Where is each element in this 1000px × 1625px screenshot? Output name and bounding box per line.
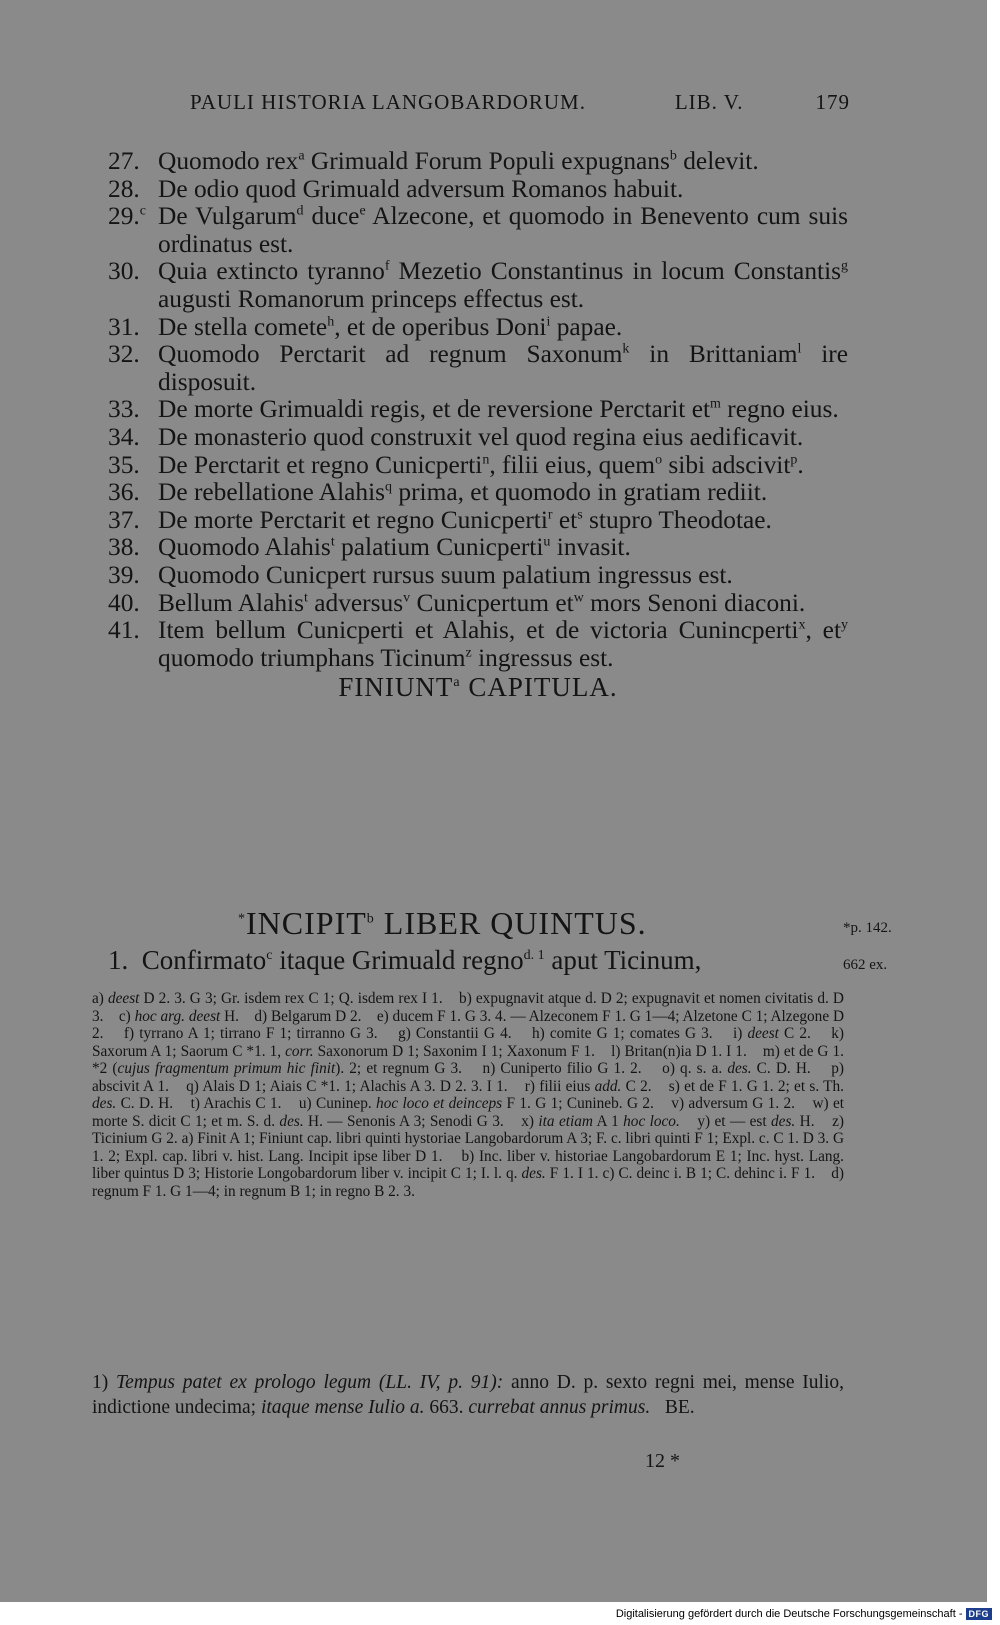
chapter-title: Quomodo Cunicpert rursus suum palatium ingressus est.: [158, 560, 733, 589]
chapter-number: 35.: [108, 450, 140, 479]
footnote: [92, 1370, 844, 1420]
chapter-number: 40.: [108, 588, 140, 617]
chapter-entry: [108, 424, 848, 452]
book-title: *INCIPIT$^b$ LIBER QUINTUS.: [238, 905, 647, 941]
chapter-number: 38.: [108, 533, 140, 562]
chapter-title: Item bellum Cunicperti et Alahis, et de victoria Cunincperti$^x$, $et^y$ quomodo triumphans Ticinum$^z$ ingressus est.: [158, 616, 848, 672]
chapter-title: De morte Grimualdi regis, et de reversione Perctarit $et^m$ regno eius.: [158, 395, 839, 424]
chapter-title: Bellum Alahis$^t$ adversus$^v$ Cunicpertum $et^w$ mors Senoni diaconi.: [158, 588, 806, 617]
chapter-title: Quia extincto tyranno$^f$ Mezetio Constantinus in locum Constantis$^g$ augusti Romanorum princeps effectus est.: [158, 257, 849, 313]
chapter-number: 32.: [108, 340, 140, 369]
chapter-list: [108, 148, 848, 702]
chapter-title: Quomodo Alahis$^t$ palatium Cunicperti$^u$ invasit.: [158, 533, 631, 562]
sheet-signature: 12 *: [645, 1450, 680, 1472]
chapter-number: 28.: [108, 174, 140, 203]
chapter-number: 27.: [108, 147, 140, 175]
dfg-credit: [616, 1608, 992, 1620]
chapter-entry: [108, 590, 848, 618]
chapter-number: 39.: [108, 560, 140, 589]
chapter-number: 30.: [108, 257, 140, 286]
chapter-title: De monasterio quod construxit vel quod regina eius aedificavit.: [158, 422, 804, 451]
chapter-title: De morte Perctarit et regno Cunicperti$^r$ $et^s$ stupro Theodotae.: [158, 505, 772, 534]
page-number: 179: [815, 90, 850, 114]
chapter-entry: [108, 258, 848, 313]
chapter-entry: [108, 341, 848, 396]
dfg-credit-text: Digitalisierung gefördert durch die Deutsche Forschungsgemeinschaft -: [615, 1608, 963, 1620]
chapter-1-text: 1. Confirmato$^c$ itaque Grimuald regno$^{d. 1}$ aput Ticinum,: [108, 945, 702, 975]
footnote-text: 1) Tempus patet ex prologo legum (LL. IV, p. 91): anno D. p. sexto regni mei, mense Iulio, indictione undecima; itaque mense Iulio a. 663. currebat annus primus. BE.: [92, 1372, 844, 1418]
header-title: PAULI HISTORIA LANGOBARDORUM.: [190, 90, 586, 114]
chapter-number: 41.: [108, 616, 140, 645]
chapter-entry: [108, 176, 848, 204]
chapter-entry: [108, 617, 848, 672]
chapter-title: De odio quod Grimuald adversum Romanos habuit.: [158, 174, 684, 203]
first-text-line: [108, 945, 908, 976]
chapter-title: De Vulgarum$^d$ duce$^e$ Alzecone, et quomodo in Benevento cum suis ordinatus est.: [158, 202, 849, 258]
finiunt-capitula: FINIUNT$^a$ CAPITULA.: [338, 672, 618, 703]
chapter-entry: [108, 452, 848, 480]
chapter-title: De Perctarit et regno Cunicperti$^n$, filii eius, quem$^o$ sibi adscivit$^p$.: [158, 450, 804, 479]
chapter-number: 31.: [108, 312, 140, 341]
chapter-entry: [108, 396, 848, 424]
chapter-title: Quomodo Perctarit ad regnum Saxonum$^k$ in Brittaniam$^l$ ire disposuit.: [158, 340, 848, 396]
margin-year: 662 ex.: [843, 957, 888, 973]
chapter-title: De stella comete$^h$, et de operibus Doni$^i$ papae.: [158, 312, 623, 341]
chapter-entry: [108, 148, 848, 176]
chapter-entry: [108, 562, 848, 590]
chapter-number: 33.: [108, 395, 140, 424]
chapter-entry: [108, 534, 848, 562]
chapter-entry: [108, 203, 848, 258]
margin-page-ref: *p. 142.: [843, 920, 892, 936]
chapter-entry: [108, 314, 848, 342]
running-header: [190, 90, 850, 115]
header-book: LIB. V.: [674, 90, 744, 114]
chapter-entry: [108, 507, 848, 535]
dfg-logo-icon: DFG: [966, 1608, 993, 1620]
apparatus-text: a) deest D 2. 3. G 3; Gr. isdem rex C 1; Q. isdem rex I 1. b) expugnavit atque d. D 2; expugnavit et nomen civitatis d. D 3. c) hoc arg. deest H. d) Belgarum D 2. e) ducem F 1. G 3. 4. — Alzeconem F 1. G 1—4; Alzetone C 1; Alzegone D 2. f) tyrrano A 1; tirrano F 1; tirranno G 3. g) Constantii G 4. h) comite G 1; comates G 3. i) deest C 2. k) Saxorum A 1; Saorum C *1. 1, corr. Saxonorum D 1; Saxonim I 1; Xaxonum F 1. l) Britan(n)ia D 1. I 1. m) et de G 1. *2 (cujus fragmentum primum hic finit). 2; et regnum G 3. n) Cuniperto filio G 1. 2. o) q. s. a. des. C. D. H. p) abscivit A 1. q) Alais D 1; Aiais C *1. 1; Alachis A 3. D 2. 3. I 1. r) filii eius add. C 2. s) et de F 1. G 1. 2; et s. Th. des. C. D. H. t) Arachis C 1. u) Cuninep. hoc loco et deinceps F 1. G 1; Cunineb. G 2. v) adversum G 1. 2. w) et morte S. dicit C 1; et m. S. d. des. H. — Senonis A 3; Senodi G 3. x) ita etiam A 1 hoc loco. y) et — est des. H. z) Ticinium G 2. a) Finit A 1; Finiunt cap. libri quinti hystoriae Langobardorum A 3; F. c. libri quinti F 1; Expl. c. C 1. D 3. G 1. 2; Expl. cap. libri v. hist. Lang. Incipit ipse liber D 1. b) Inc. liber v. historiae Langobardorum E 1; Inc. hyst. Lang. liber quintus D 3; Historie Longobardorum liber v. incipit C 1; I. l. q. des. F 1. I 1. c) C. deinc i. B 1; C. dehinc i. F 1. d) regnum F 1. G 1—4; in regnum B 1; in regno B 2. 3.: [92, 990, 845, 1200]
chapter-title: De rebellatione Alahis$^q$ prima, et quomodo in gratiam rediit.: [158, 478, 768, 507]
chapter-number: 34.: [108, 422, 140, 451]
chapter-number: 29.$^c$: [108, 202, 146, 231]
chapter-number: 37.: [108, 505, 140, 534]
chapter-entry: [108, 479, 848, 507]
chapter-title: Quomodo rex$^a$ Grimuald Forum Populi expugnans$^b$ delevit.: [158, 147, 759, 175]
critical-apparatus: [92, 990, 844, 1200]
chapter-number: 36.: [108, 478, 140, 507]
